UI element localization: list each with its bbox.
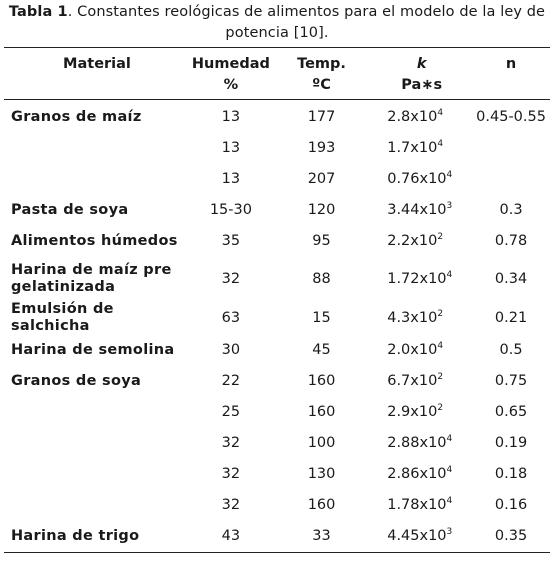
cell-k [371, 195, 472, 226]
cell-temp: 193 [307, 140, 336, 156]
k-exponent: 3 [446, 527, 453, 537]
header-material: Material [63, 56, 131, 72]
k-exponent: 2 [437, 372, 444, 382]
cell-humedad: 13 [221, 109, 241, 125]
header-k-unit: Pa∗s [401, 77, 443, 93]
cell-temp: 160 [307, 373, 336, 389]
cell-humedad: 13 [221, 140, 241, 156]
k-mantissa: 4.3x10 [387, 309, 438, 326]
table-row [4, 195, 550, 226]
table-header [4, 48, 550, 100]
cell-material [4, 459, 190, 490]
table-row [4, 257, 550, 301]
cell-humedad: 30 [221, 342, 241, 358]
cell-temp: 130 [307, 466, 336, 482]
cell-n [472, 164, 550, 195]
cell-n: 0.65 [494, 404, 528, 420]
cell-temp: 100 [307, 435, 336, 451]
cell-humedad: 15-30 [209, 202, 252, 218]
cell-n: 0.75 [494, 373, 528, 389]
table-row [4, 301, 550, 335]
cell-k [371, 100, 472, 134]
header-humedad-unit: % [223, 77, 239, 93]
table-row [4, 335, 550, 366]
k-exponent: 4 [446, 434, 453, 444]
cell-k [371, 335, 472, 366]
cell-k [371, 397, 472, 428]
k-exponent: 4 [437, 139, 444, 149]
cell-humedad: 25 [221, 404, 241, 420]
k-mantissa: 0.76x10 [387, 171, 447, 187]
cell-material: Harina de trigo [11, 528, 140, 544]
header-k: k Pa∗s [401, 56, 443, 93]
cell-n: 0.18 [494, 466, 528, 482]
header-n: n [505, 56, 517, 72]
header-temp-unit: ºC [312, 77, 331, 93]
k-exponent: 3 [446, 201, 453, 211]
rheology-table [4, 47, 550, 553]
cell-material: Harina de semolina [11, 342, 175, 358]
table-row [4, 521, 550, 553]
cell-n: 0.3 [499, 202, 523, 218]
cell-temp: 15 [312, 309, 331, 326]
cell-humedad: 35 [221, 233, 241, 249]
cell-n: 0.35 [494, 528, 528, 544]
cell-material: Alimentos húmedos [11, 233, 178, 249]
k-mantissa: 3.44x10 [387, 202, 447, 218]
cell-n [472, 133, 550, 164]
k-mantissa: 2.8x10 [387, 109, 438, 125]
cell-n: 0.21 [494, 309, 528, 326]
cell-material [4, 490, 190, 521]
cell-material: Pasta de soya [11, 202, 129, 218]
cell-temp: 207 [307, 171, 336, 187]
cell-n: 0.34 [494, 270, 528, 287]
k-exponent: 2 [437, 403, 444, 413]
cell-material [4, 133, 190, 164]
k-exponent: 4 [446, 269, 453, 280]
cell-humedad: 13 [221, 171, 241, 187]
cell-humedad: 22 [221, 373, 241, 389]
cell-k [371, 301, 472, 335]
table-row [4, 100, 550, 134]
cell-humedad: 32 [221, 497, 241, 513]
k-mantissa: 1.7x10 [387, 140, 438, 156]
header-humedad: Humedad % [191, 56, 270, 93]
cell-n: 0.16 [494, 497, 528, 513]
cell-n: 0.5 [499, 342, 523, 358]
table-row [4, 366, 550, 397]
k-mantissa: 1.78x10 [387, 497, 447, 513]
k-mantissa: 2.88x10 [387, 435, 447, 451]
cell-material [4, 164, 190, 195]
k-exponent: 4 [437, 108, 444, 118]
cell-humedad: 32 [221, 270, 241, 287]
cell-k [371, 257, 472, 301]
header-temp: Temp. ºC [297, 56, 346, 93]
cell-n: 0.78 [494, 233, 528, 249]
cell-temp: 160 [307, 404, 336, 420]
cell-temp: 33 [312, 528, 331, 544]
cell-material [4, 397, 190, 428]
table-caption [0, 2, 554, 44]
k-mantissa: 6.7x10 [387, 373, 438, 389]
cell-temp: 45 [312, 342, 331, 358]
cell-temp: 160 [307, 497, 336, 513]
cell-k [371, 490, 472, 521]
caption-label: Tabla 1 [8, 4, 68, 20]
cell-material: Harina de maíz pre gelatinizada [11, 262, 172, 295]
cell-n: 0.19 [494, 435, 528, 451]
cell-temp: 88 [312, 270, 331, 287]
k-mantissa: 4.45x10 [387, 528, 447, 544]
cell-humedad: 63 [221, 309, 241, 326]
cell-temp: 177 [307, 109, 336, 125]
cell-k [371, 366, 472, 397]
caption-text: . Constantes reológicas de alimentos para el modelo de la ley de potencia [10]. [67, 4, 546, 41]
cell-humedad: 32 [221, 466, 241, 482]
cell-k [371, 164, 472, 195]
cell-material: Emulsión de salchicha [11, 301, 114, 334]
table-row [4, 490, 550, 521]
k-exponent: 4 [437, 341, 444, 351]
cell-temp: 120 [307, 202, 336, 218]
cell-k [371, 428, 472, 459]
table-body [4, 100, 550, 553]
table-row [4, 459, 550, 490]
cell-k [371, 459, 472, 490]
cell-humedad: 43 [221, 528, 241, 544]
k-exponent: 4 [446, 170, 453, 180]
k-mantissa: 2.2x10 [387, 233, 438, 249]
k-mantissa: 1.72x10 [387, 270, 447, 287]
cell-temp: 95 [312, 233, 331, 249]
cell-material: Granos de maíz [11, 109, 142, 125]
k-mantissa: 2.9x10 [387, 404, 438, 420]
cell-k [371, 226, 472, 257]
cell-material: Granos de soya [11, 373, 142, 389]
k-exponent: 4 [446, 465, 453, 475]
k-mantissa: 2.86x10 [387, 466, 447, 482]
cell-k [371, 133, 472, 164]
cell-humedad: 32 [221, 435, 241, 451]
cell-n: 0.45-0.55 [476, 109, 546, 125]
table-row [4, 428, 550, 459]
k-mantissa: 2.0x10 [387, 342, 438, 358]
k-exponent: 4 [446, 496, 453, 506]
header-row [4, 48, 550, 100]
table-row [4, 164, 550, 195]
cell-k [371, 521, 472, 553]
table-row [4, 133, 550, 164]
table-row [4, 397, 550, 428]
k-exponent: 2 [437, 232, 444, 242]
cell-material [4, 428, 190, 459]
table-row [4, 226, 550, 257]
k-exponent: 2 [437, 308, 444, 319]
